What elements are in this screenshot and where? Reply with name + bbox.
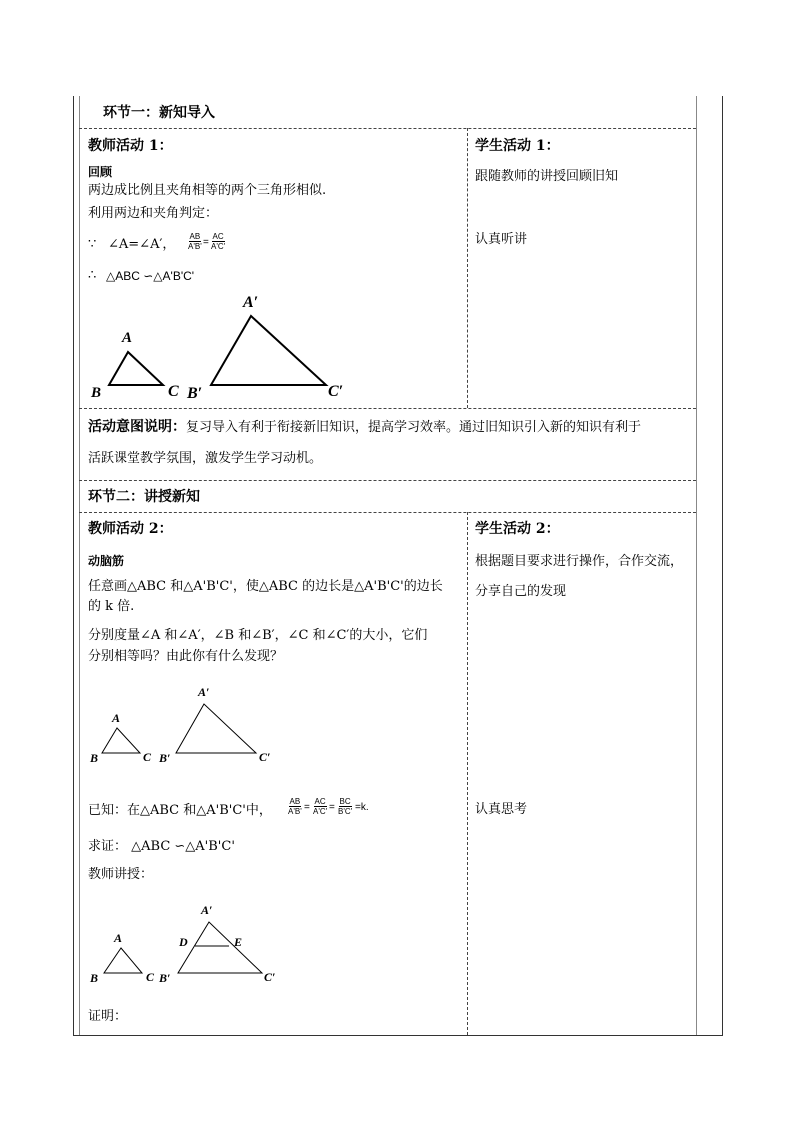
fig3-label-a-prime: A′ bbox=[201, 903, 213, 917]
teacher-heading-1: 教师活动 1： bbox=[88, 138, 173, 154]
fig3-label-d: D bbox=[179, 935, 188, 949]
fig2-label-c-prime: C′ bbox=[259, 750, 271, 764]
fig3-label-e: E bbox=[234, 935, 243, 949]
known-fraction-bc: $\frac{BC}{B'C'}$ bbox=[338, 797, 353, 816]
task-line-2: 的 k 倍. bbox=[88, 599, 135, 614]
student2-line-1: 根据题目要求进行操作，合作交流， bbox=[475, 554, 684, 569]
fig3-label-b: B bbox=[90, 971, 99, 985]
fig3-label-a: A bbox=[114, 931, 123, 945]
brain-label: 动脑筋 bbox=[88, 554, 125, 568]
fig2-label-b-prime: B′ bbox=[159, 751, 171, 765]
label-b: B bbox=[91, 385, 102, 401]
intent-label: 活动意图说明： bbox=[88, 419, 186, 435]
task-line-1: 任意画△ABC 和△A'B'C'，使△ABC 的边长是△A'B'C'的边长 bbox=[88, 579, 443, 594]
fraction-ac: $\frac{AC}{A'C'}$ bbox=[211, 232, 226, 251]
student-heading-2: 学生活动 2： bbox=[475, 521, 560, 537]
intent-text-1: 复习导入有利于衔接新旧知识，提高学习效率。通过旧知识引入新的知识有利于 bbox=[186, 420, 642, 435]
teacher-explain-label: 教师讲授： bbox=[88, 867, 154, 882]
label-c: C bbox=[168, 383, 179, 400]
known-equals-2: = bbox=[329, 802, 335, 813]
therefore-symbol: ∴ bbox=[88, 268, 97, 283]
because-symbol: ∵ bbox=[88, 237, 97, 252]
fig2-label-a-prime: A′ bbox=[198, 685, 210, 699]
known-equals-1: = bbox=[304, 802, 310, 813]
question-line-1: 分别度量∠A 和∠A′，∠B 和∠B′，∠C 和∠C′的大小，它们 bbox=[88, 628, 428, 643]
label-a-prime: A′ bbox=[243, 294, 259, 311]
student1-line-1: 跟随教师的讲授回顾旧知 bbox=[475, 169, 619, 184]
section2-title: 环节二：讲授新知 bbox=[88, 489, 200, 505]
fig3-label-c-prime: C′ bbox=[264, 970, 276, 984]
known-prefix: 已知：在△ABC 和△A'B'C'中， bbox=[88, 803, 272, 818]
triangle-a2b2c2-3 bbox=[178, 922, 262, 973]
label-c-prime: C′ bbox=[328, 383, 344, 400]
equals-sign: = bbox=[203, 237, 209, 248]
review-label: 回顾 bbox=[88, 165, 113, 179]
known-fraction-ab: $\frac{AB}{A'B'}$ bbox=[288, 797, 302, 816]
student1-line-2: 认真听讲 bbox=[475, 232, 528, 247]
student2-line-3: 认真思考 bbox=[475, 802, 528, 817]
intent-line-2: 活跃课堂教学氛围，激发学生学习动机。 bbox=[88, 451, 323, 466]
section1-title: 环节一：新知导入 bbox=[103, 105, 215, 121]
known-k-suffix: =k. bbox=[355, 802, 369, 813]
review-line-2: 利用两边和夹角判定： bbox=[88, 206, 219, 221]
fraction-ab: $\frac{AB}{A'B'}$ bbox=[188, 232, 202, 251]
similarity-conclusion: △ABC ∽△A'B'C' bbox=[106, 269, 195, 283]
label-a: A bbox=[122, 330, 133, 346]
student-heading-1: 学生活动 1： bbox=[475, 138, 560, 154]
teacher-heading-2: 教师活动 2： bbox=[88, 521, 173, 537]
prove-line: 求证： △ABC ∽△A'B'C' bbox=[88, 839, 235, 854]
question-line-2: 分别相等吗？由此你有什么发现？ bbox=[88, 649, 284, 664]
fig2-label-b: B bbox=[90, 751, 99, 765]
known-fraction-ac: $\frac{AC}{A'C'}$ bbox=[313, 797, 328, 816]
angle-equality: ∠A=∠A′， bbox=[108, 237, 176, 252]
fig3-label-c: C bbox=[146, 970, 155, 984]
proof-label: 证明： bbox=[88, 1009, 128, 1024]
fig2-label-c: C bbox=[143, 750, 152, 764]
label-b-prime: B′ bbox=[187, 385, 203, 402]
fig2-label-a: A bbox=[112, 711, 121, 725]
review-line-1: 两边成比例且夹角相等的两个三角形相似. bbox=[88, 183, 327, 198]
triangle-abc-3 bbox=[104, 948, 142, 973]
student2-line-2: 分享自己的发现 bbox=[475, 584, 567, 599]
fig3-label-b-prime: B′ bbox=[159, 971, 171, 985]
